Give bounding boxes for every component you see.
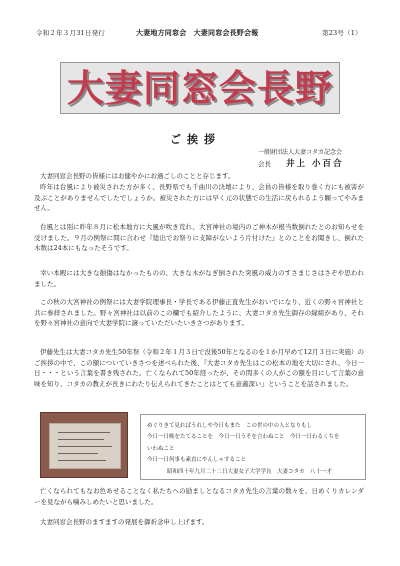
newsletter-organization: 大妻地方同窓会 大妻同窓会長野会報 — [136, 29, 259, 37]
author-organization: 一般財団法人大妻コタカ記念会 — [258, 149, 343, 156]
calligraphy-signature: 昭和四十年九月二十二日大妻女子大学学長 大妻コタカ 八十一才 — [167, 469, 333, 475]
issue-number: 第23号（1） — [322, 29, 362, 37]
brush-line — [58, 439, 104, 440]
masthead-title: 大妻同窓会長野 — [67, 67, 333, 110]
calligraphy-line: めぐりきて見ればうれしや今日もまた この世の中の人となりもし — [147, 423, 313, 429]
author-role: 会長 — [258, 160, 271, 168]
brush-line — [58, 446, 112, 447]
paragraph-6: 伊藤先生は大妻コタカ先生50年祭（令和２年１月３日で没後50年となるのを１か月早めて12月３日に実施）のご挨拶の中で、この額についていきさつを述べられた後、『大妻コタカ先生はこの松本の地を大切にされ、今日一日・・・という言葉を書き残された。亡くなられて50年経ったが、その間多くの人がこの額を目にして言葉の意味を知り、コタカの教えが長きにわたり伝えられてきたことはとても意義深い』ということを話されました。 — [34, 348, 364, 389]
paragraph-2: 昨年は台風により被災された方が多く、長野県でも千曲川の決壊により、会員の皆様を取り巻く方にも被害が及ぶことがありませんでしたでしょうか。被災された方には早く元の状態での生活に戻られるよう願ってやみません。 — [34, 183, 364, 213]
brush-line — [58, 453, 98, 454]
paragraph-1: 大妻同窓会長野の皆様にはお健やかにお過ごしのことと存じます。 — [40, 172, 235, 180]
paragraph-7: 亡くなられてもなお色あせることなく私たちへの励ましとなるコタカ先生の言葉の数々を、日めくりカレンダーを見ながら噛みしめたいと思いました。 — [34, 487, 364, 506]
calligraphy-paper — [49, 423, 121, 469]
brush-line — [58, 460, 106, 461]
brush-line — [58, 432, 110, 433]
calligraphy-line: 今日一日晩をたてることを 今日一日うそを言わぬこと 今日一日わるくちを — [147, 434, 340, 440]
paragraph-8: 大妻同窓会長野のますますの発展を御祈念申し上げます。 — [40, 518, 209, 526]
calligraphy-line: 今日一日何事も素直にやんしゃすること — [147, 457, 247, 463]
paragraph-5: この秋の大宮神社の例祭には大妻学院理事長・学長である伊藤正直先生がおいでになり、近くの野々宮神社と共に参拝されました。野々宮神社は以前のこの欄でも紹介したように、大妻コタカ先生御存の縁組があり、それを野々宮神社の意向で大妻学院に譲っていただいたいきさつがあります。 — [34, 298, 365, 328]
calligraphy-line: いわぬこと — [147, 446, 175, 452]
author-name: 井上 小百合 — [286, 159, 344, 169]
issue-date: 令和２年３月31日発行 — [36, 29, 105, 37]
paragraph-4: 幸い本殿には大きな損傷はなかったものの、大きな木がなぎ倒された突風の威力のすさまじさはさぞや思われました。 — [34, 269, 364, 288]
calligraphy-frame-photo — [40, 412, 128, 478]
greeting-title: ご挨拶 — [170, 133, 221, 146]
calligraphy-transcription — [140, 414, 366, 480]
masthead — [60, 62, 340, 114]
paragraph-3: 台風とは別に昨年８月に松本地方に大風が吹き荒れ、大宮神社の境内のご神木が根当数倒れたとのお知らせを受けました。９月の例祭に間に合わせ『総出でお祭りに支障がないよう片付けた』とのことをお聞きし、倒れた木数は24本にもなったそうです。 — [34, 223, 364, 253]
